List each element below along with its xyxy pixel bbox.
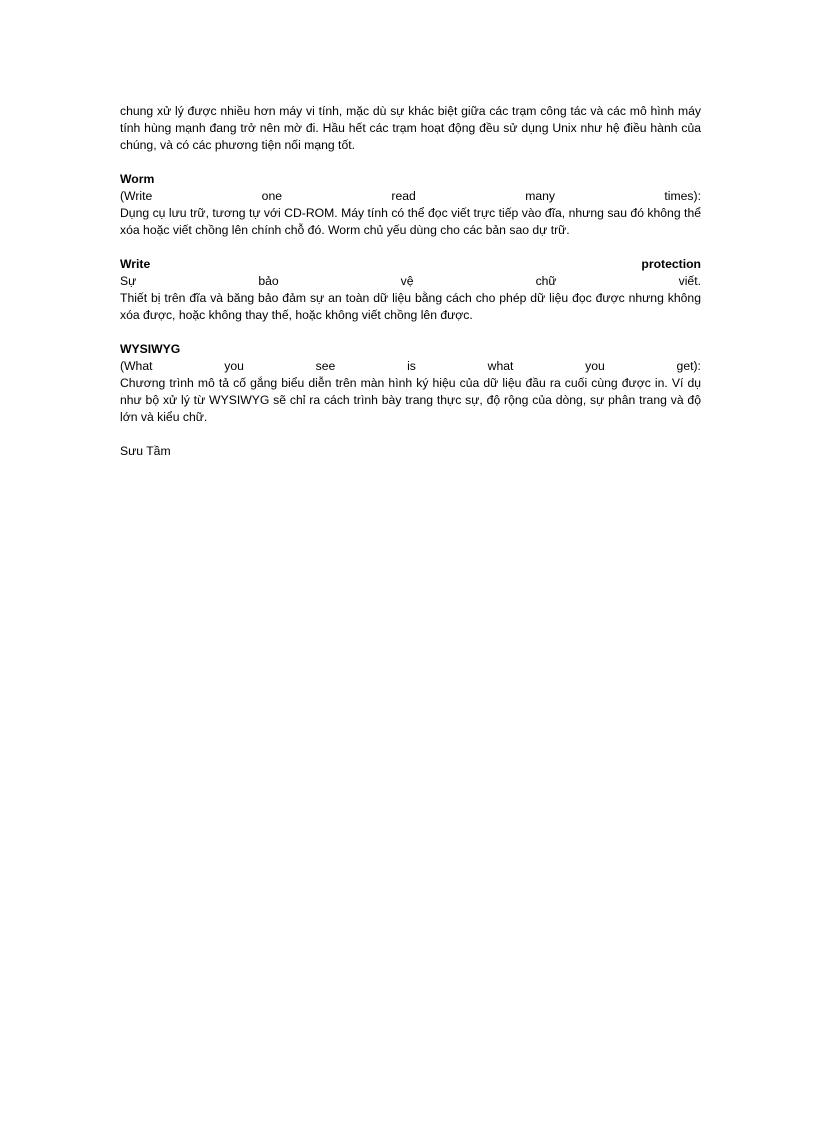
entry-definition: Thiết bị trên đĩa và băng bảo đảm sự an toàn dữ liệu bằng cách cho phép dữ liệu đọc được nhưng không xóa được, hoặc không thay thế, hoặc không viết chồng lên được. xyxy=(120,291,701,322)
subtitle-word: times): xyxy=(664,189,701,203)
subtitle-word: bảo xyxy=(258,274,279,288)
entry-term: Worm xyxy=(120,172,155,186)
entry-subtitle xyxy=(120,273,701,290)
term-word: protection xyxy=(641,257,701,271)
entry-subtitle xyxy=(120,188,701,205)
subtitle-word: (What xyxy=(120,359,153,373)
subtitle-word: many xyxy=(525,189,556,203)
intro-paragraph: chung xử lý được nhiều hơn máy vi tính, mặc dù sự khác biệt giữa các trạm công tác và các mô hình máy tính hùng mạnh đang trở nên mờ đi. Hầu hết các trạm hoạt động đều sử dụng Unix như hệ điều hành của chúng, và có các phương tiện nối mạng tốt. xyxy=(120,104,701,152)
subtitle-word: chữ xyxy=(535,274,557,288)
entry-write-protection xyxy=(120,256,701,324)
entry-term xyxy=(120,256,701,273)
entry-subtitle xyxy=(120,358,701,375)
subtitle-word: is xyxy=(407,359,416,373)
paragraph-gap xyxy=(120,426,701,443)
term-word: Write xyxy=(120,257,151,271)
entry-definition: Chương trình mô tả cố gắng biểu diễn trên màn hình ký hiệu của dữ liệu đầu ra cuối cùng được in. Ví dụ như bộ xử lý từ WYSIWYG sẽ chỉ ra cách trình bày trang thực sự, độ rộng của dòng, sự phân trang và độ lớn và kiểu chữ. xyxy=(120,376,701,424)
subtitle-word: get): xyxy=(676,359,701,373)
document-page xyxy=(120,103,701,460)
subtitle-word: vệ xyxy=(400,274,414,288)
entry-wysiwyg xyxy=(120,341,701,426)
entry-worm xyxy=(120,171,701,239)
entry-term: WYSIWYG xyxy=(120,342,181,356)
paragraph-gap xyxy=(120,154,701,171)
subtitle-word: Sự xyxy=(120,274,137,288)
entry-definition: Dụng cụ lưu trữ, tương tự với CD-ROM. Máy tính có thể đọc viết trực tiếp vào đĩa, nhưng sau đó không thể xóa hoặc viết chồng lên chính chỗ đó. Worm chủ yếu dùng cho các bản sao dự trữ. xyxy=(120,206,701,237)
paragraph-gap xyxy=(120,239,701,256)
subtitle-word: what xyxy=(487,359,514,373)
subtitle-word: see xyxy=(315,359,336,373)
subtitle-word: you xyxy=(585,359,605,373)
subtitle-word: you xyxy=(224,359,244,373)
signature: Sưu Tầm xyxy=(120,444,171,458)
paragraph-gap xyxy=(120,324,701,341)
subtitle-word: (Write xyxy=(120,189,153,203)
subtitle-word: viết. xyxy=(678,274,701,288)
subtitle-word: one xyxy=(261,189,283,203)
subtitle-word: read xyxy=(391,189,416,203)
